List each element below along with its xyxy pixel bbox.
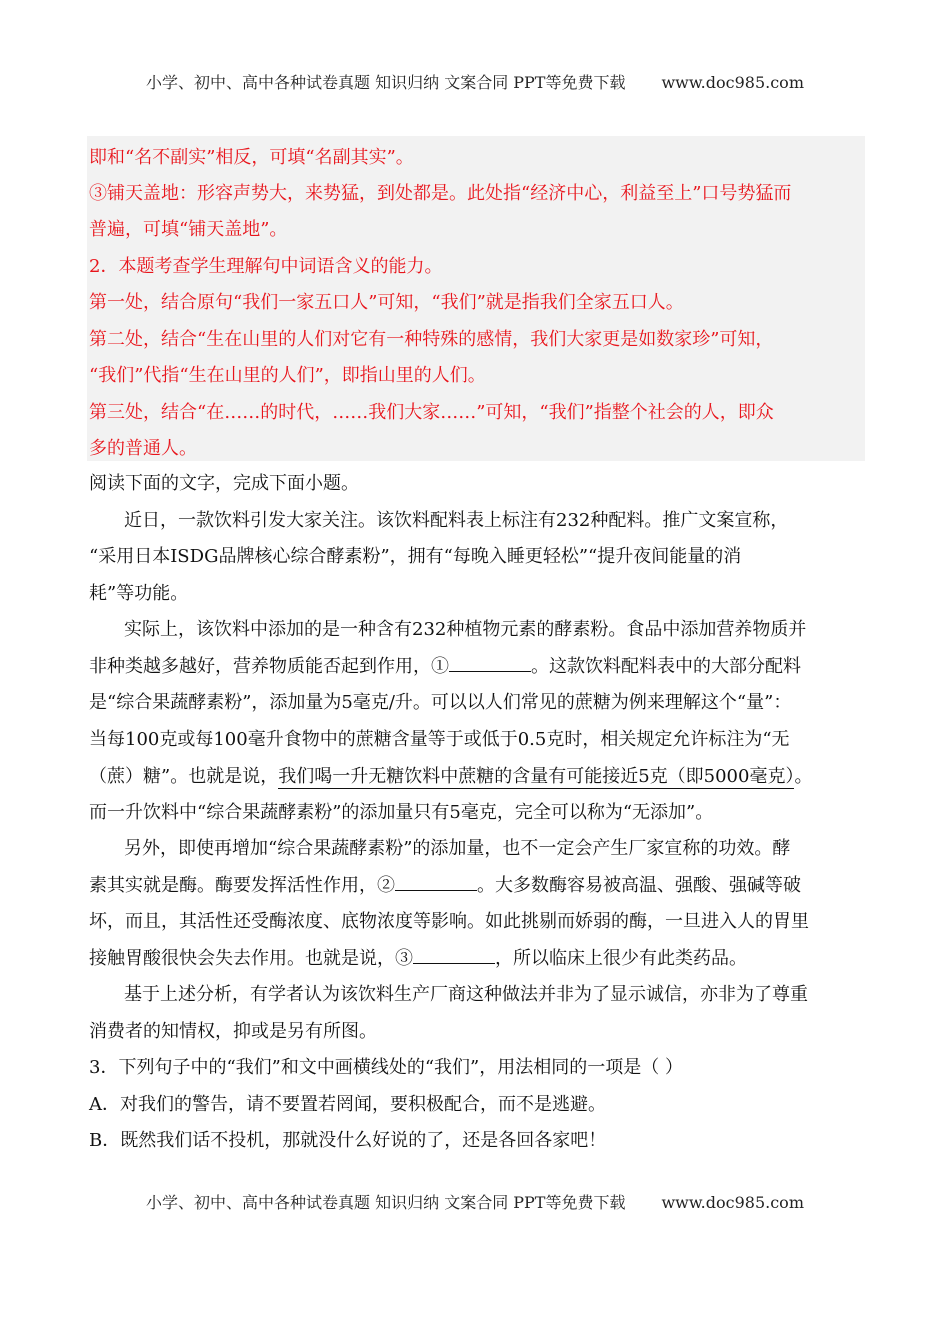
passage-line <box>89 765 812 789</box>
passage-text: （蔗）糖”。也就是说， <box>89 766 279 787</box>
passage-text: 。 <box>794 766 813 787</box>
passage-line <box>89 947 747 971</box>
underlined-sentence: 我们喝一升无糖饮料中蔗糖的含量有可能接近5克（即5000毫克） <box>278 766 795 787</box>
passage-text: 素其实就是酶。酶要发挥活性作用，② <box>89 875 395 896</box>
fill-blank-2 <box>395 874 477 891</box>
answer-line: 第三处，结合“在……的时代，……我们大家……”可知，“我们”指整个社会的人，即众 <box>89 402 774 423</box>
answer-line: 2．本题考查学生理解句中词语含义的能力。 <box>89 256 443 277</box>
answer-line: 多的普通人。 <box>89 438 197 459</box>
answer-line: “我们”代指“生在山里的人们”，即指山里的人们。 <box>89 365 486 386</box>
question-option-b: B．既然我们话不投机，那就没什么好说的了，还是各回各家吧！ <box>89 1130 607 1151</box>
fill-blank-1 <box>449 655 531 672</box>
footer-site: www.doc985.com <box>661 1193 804 1212</box>
fill-blank-3 <box>413 947 495 964</box>
passage-text: 。这款饮料配料表中的大部分配料 <box>531 656 801 677</box>
passage-text: ，所以临床上很少有此类药品。 <box>495 948 747 969</box>
passage-line <box>89 874 801 898</box>
passage-line: 另外，即使再增加“综合果蔬酵素粉”的添加量，也不一定会产生厂家宣称的功效。酵 <box>124 838 791 859</box>
header-text: 小学、初中、高中各种试卷真题 知识归纳 文案合同 PPT等免费下载 <box>146 73 626 92</box>
passage-line: 耗”等功能。 <box>89 583 189 604</box>
answer-line: 普遍，可填“铺天盖地”。 <box>89 219 288 240</box>
answer-line: 第二处，结合“生在山里的人们对它有一种特殊的感情，我们大家更是如数家珍”可知， <box>89 329 774 350</box>
passage-line: 当每100克或每100毫升食物中的蔗糖含量等于或低于0.5克时，相关规定允许标注为“无 <box>89 729 790 750</box>
passage-line: 是“综合果蔬酵素粉”，添加量为5毫克/升。可以以人们常见的蔗糖为例来理解这个“量”： <box>89 692 792 713</box>
page-footer <box>0 1190 950 1213</box>
question-option-a: A．对我们的警告，请不要置若罔闻，要积极配合，而不是逃避。 <box>89 1094 606 1115</box>
passage-line: 消费者的知情权，抑或是另有所图。 <box>89 1021 377 1042</box>
passage-line: 近日，一款饮料引发大家关注。该饮料配料表上标注有232种配料。推广文案宣称， <box>124 510 789 531</box>
passage-line: “采用日本ISDG品牌核心综合酵素粉”，拥有“每晚入睡更轻松”“提升夜间能量的消 <box>89 546 742 567</box>
question-stem: 3．下列句子中的“我们”和文中画横线处的“我们”，用法相同的一项是（ ） <box>89 1057 683 1078</box>
passage-text: 非种类越多越好，营养物质能否起到作用，① <box>89 656 449 677</box>
reading-instruction: 阅读下面的文字，完成下面小题。 <box>89 473 359 494</box>
footer-text: 小学、初中、高中各种试卷真题 知识归纳 文案合同 PPT等免费下载 <box>146 1193 626 1212</box>
passage-line: 坏，而且，其活性还受酶浓度、底物浓度等影响。如此挑剔而娇弱的酶，一旦进入人的胃里 <box>89 911 809 932</box>
page-header <box>0 70 950 93</box>
answer-line: 即和“名不副实”相反，可填“名副其实”。 <box>89 147 414 168</box>
answer-line: ③铺天盖地：形容声势大，来势猛，到处都是。此处指“经济中心，利益至上”口号势猛而 <box>89 183 792 204</box>
passage-text: 接触胃酸很快会失去作用。也就是说，③ <box>89 948 413 969</box>
passage-text: 。大多数酶容易被高温、强酸、强碱等破 <box>477 875 801 896</box>
header-site: www.doc985.com <box>661 73 804 92</box>
passage-line: 而一升饮料中“综合果蔬酵素粉”的添加量只有5毫克，完全可以称为“无添加”。 <box>89 802 714 823</box>
passage-line <box>89 655 801 679</box>
answer-line: 第一处，结合原句“我们一家五口人”可知，“我们”就是指我们全家五口人。 <box>89 292 684 313</box>
passage-line: 基于上述分析，有学者认为该饮料生产厂商这种做法并非为了显示诚信，亦非为了尊重 <box>124 984 808 1005</box>
passage-line: 实际上，该饮料中添加的是一种含有232种植物元素的酵素粉。食品中添加营养物质并 <box>124 619 807 640</box>
